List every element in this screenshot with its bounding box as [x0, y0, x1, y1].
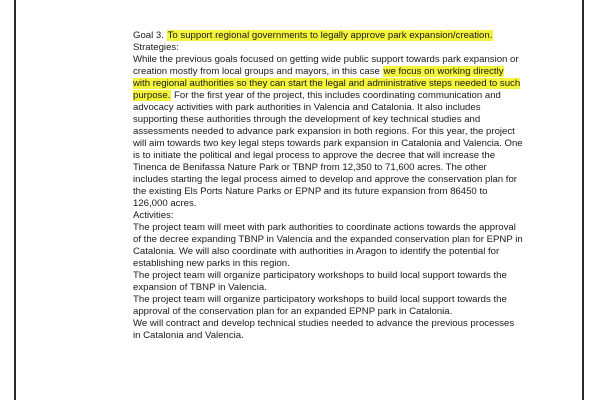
strategies-paragraph [133, 54, 523, 210]
document-page [133, 30, 523, 390]
document-frame [14, 0, 584, 400]
goal-line [133, 30, 523, 42]
strategies-rest: For the first year of the project, this includes coordinating communication and advocacy activities with park authorities in Valencia and Catalonia. It also includes supporting these authorities through the development of key technical studies and assessments needed to advance park expansion in both regions. For this year, the project will aim towards two key legal steps towards park expansion in Catalonia and Valencia. One is to initiate the political and legal process to approve the decree that will increase the Tinenca de Benifassa Nature Park or TBNP from 12,350 to 71,600 acres. The other includes starting the legal process aimed to develop and approve the conservation plan for the existing Els Ports Nature Parks or EPNP and its future expansion from 86450 to 126,000 acres. [133, 90, 523, 209]
goal-label: Goal 3. [133, 30, 167, 41]
strategies-highlight: we focus on working directly with regional authorities so they can start the legal and administrative steps needed to such purpose. [133, 66, 521, 101]
activity-paragraph: The project team will meet with park authorities to coordinate actions towards the approval of the decree expanding TBNP in Valencia and the expanded conservation plan for EPNP in Catalonia. We will also coordinate with authorities in Aragon to identify the potential for establishing new parks in this region. [133, 222, 523, 269]
activity-paragraph: The project team will organize participatory workshops to build local support towards the expansion of TBNP in Valencia. [133, 270, 507, 293]
activity-paragraph: The project team will organize participatory workshops to build local support towards the approval of the conservation plan for an expanded EPNP park in Catalonia. [133, 294, 507, 317]
activity-paragraph: We will contract and develop technical studies needed to advance the previous processes in Catalonia and Valencia. [133, 318, 515, 341]
strategies-intro: While the previous goals focused on getting wide public support towards park expansion or creation mostly from local groups and mayors, in this case [133, 54, 519, 77]
strategies-heading: Strategies: [133, 42, 179, 53]
goal-highlight: To support regional governments to legally approve park expansion/creation. [167, 30, 493, 41]
activities-heading: Activities: [133, 210, 174, 221]
